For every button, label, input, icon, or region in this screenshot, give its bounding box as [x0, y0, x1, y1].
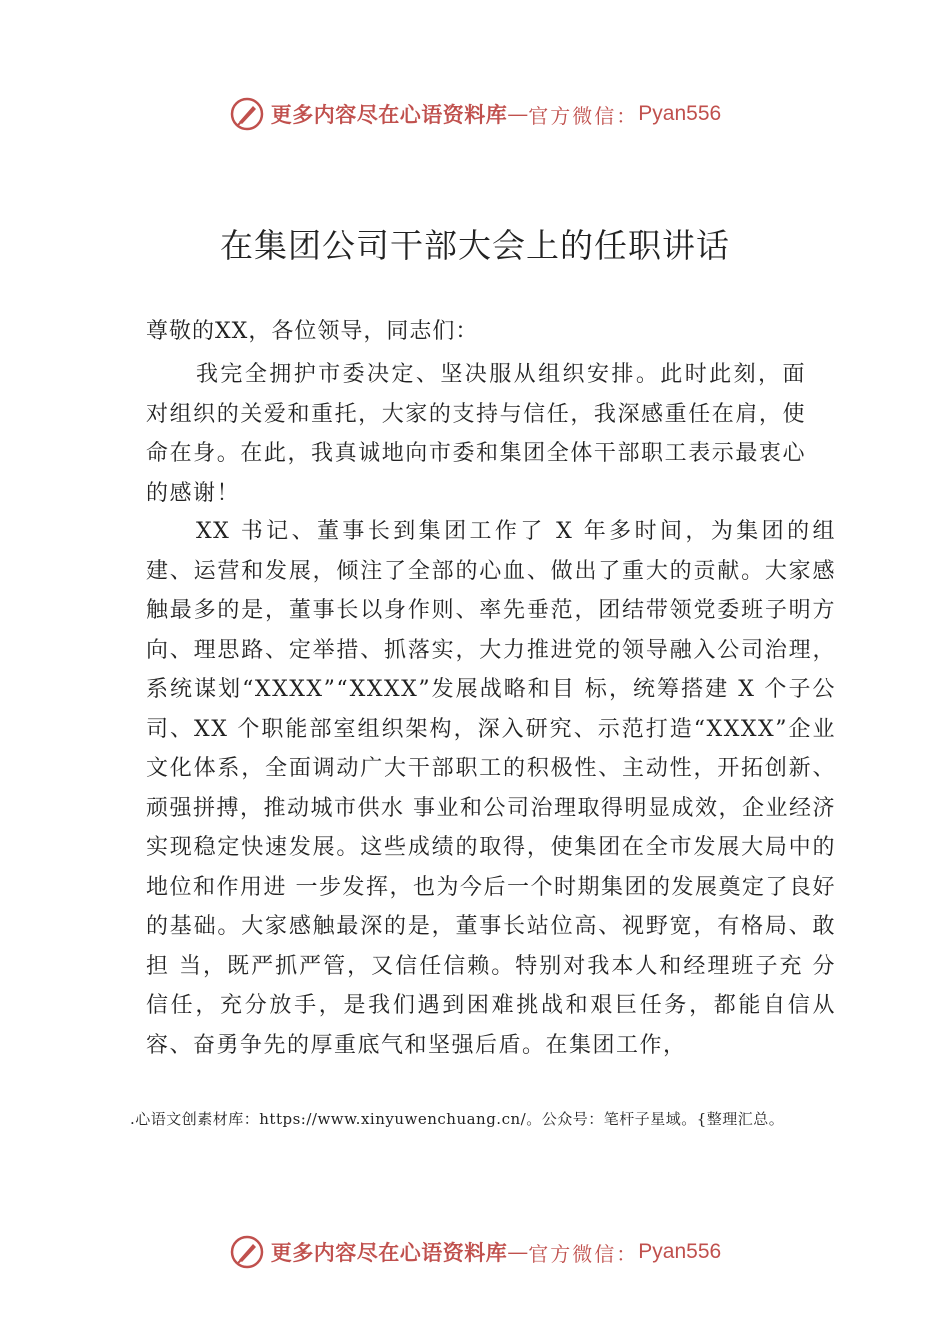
document-title: 在集团公司干部大会上的任职讲话 — [220, 226, 730, 265]
pen-logo-icon — [229, 1234, 265, 1270]
banner-label: 官方微信： — [528, 103, 639, 128]
header-banner — [0, 94, 950, 134]
paragraph-2: XX 书记、董事长到集团工作了 X 年多时间，为集团的组建、运营和发展，倾注了全部的心血、做出了重大的贡献。大家感触最多的是，董事长以身作则、率先垂范，团结带领党委班子明方向、理思路、定举措、抓落实，大力推进党的领导融入公司治理，系统谋划“XXXX”“XXXX”发展战略和目 标，统筹搭建 X 个子公司、XX 个职能部室组织架构，深入研究、示范打造“XXXX”企业文化体系，全面调动广大干部职工的积极性、主动性，开拓创新、顽强拼搏，推动城市供水 事业和公司治理取得明显成效，企业经济实现稳定快速发展。这些成绩的取得，使集团在全市发展大局中的地位和作用进 一步发挥，也为今后一个时期集团的发展奠定了良好的基础。大家感触最深的是，董事长站位高、视野宽，有格局、敢担 当，既严抓严管，又信任信赖。特别对我本人和经理班子充 分信任，充分放手，是我们遇到困难挑战和艰巨任务，都能自信从容、奋勇争先的厚重底气和坚强后盾。在集团工作， — [146, 519, 836, 1058]
banner-main-text: 更多内容尽在心语资料库 — [270, 1240, 508, 1265]
footer-banner — [0, 1232, 950, 1272]
banner-wechat-id: Pyan556 — [638, 1240, 722, 1263]
banner-wechat-id: Pyan556 — [638, 102, 722, 125]
source-footnote: .心语文创素材库：https://www.xinyuwenchuang.cn/。公众号：笔杆子星域。{整理汇总。 — [130, 1110, 785, 1128]
salutation: 尊敬的XX，各位领导，同志们： — [146, 319, 479, 344]
pen-logo-icon — [229, 96, 265, 132]
paragraph-1: 我完全拥护市委决定、坚决服从组织安排。此时此刻，面对组织的关爱和重托，大家的支持与信任，我深感重任在肩，使命在身。在此，我真诚地向市委和集团全体干部职工表示最衷心的感谢！ — [146, 362, 806, 506]
banner-label: 官方微信： — [528, 1241, 639, 1266]
banner-separator: — — [507, 102, 529, 126]
banner-separator: — — [507, 1240, 529, 1264]
banner-main-text: 更多内容尽在心语资料库 — [270, 102, 508, 127]
